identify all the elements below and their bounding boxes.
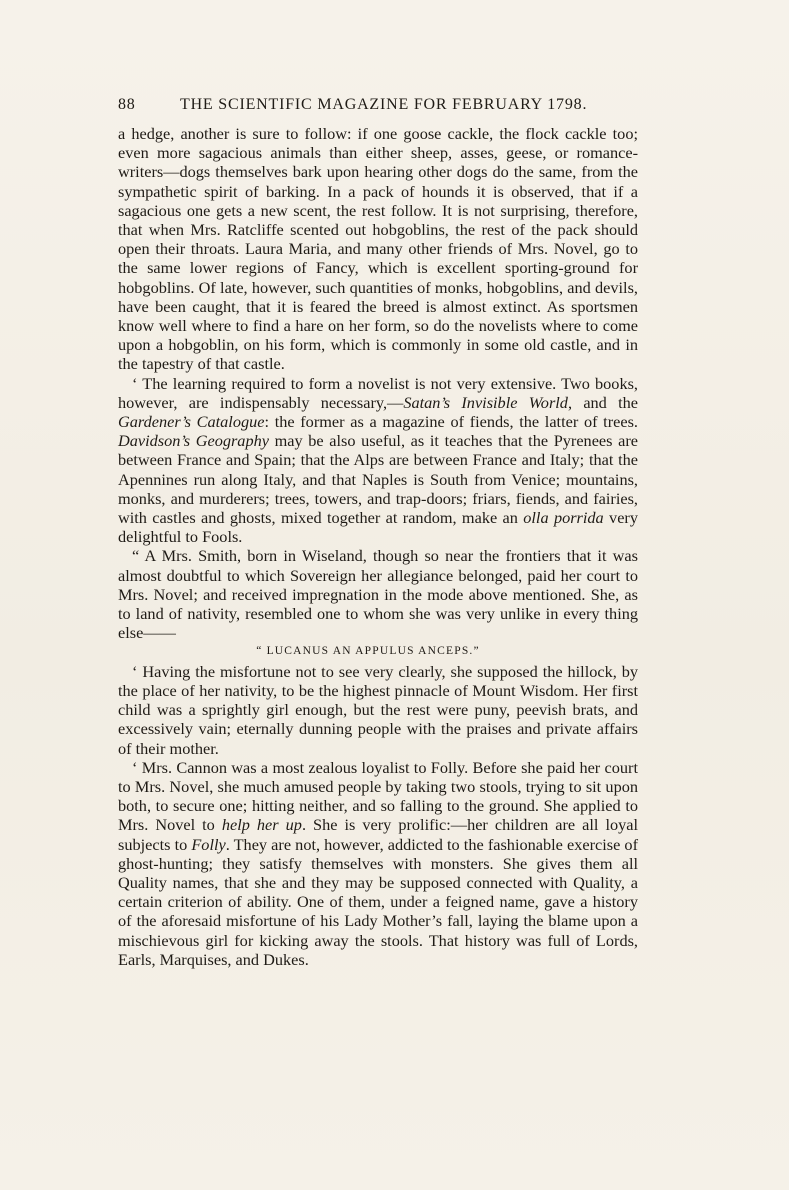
book-title: Satan’s Invisible World bbox=[403, 392, 568, 412]
book-title: Davidson’s Geography bbox=[118, 431, 269, 451]
article-body bbox=[118, 124, 638, 969]
emphasis-text: Folly bbox=[191, 834, 226, 854]
paragraph-misfortune bbox=[118, 662, 638, 758]
paragraph-text: : the former as a magazine of fiends, the latter of trees. bbox=[264, 412, 638, 432]
paragraph-text: , and the bbox=[567, 392, 639, 412]
emphasis-text: help her up bbox=[221, 815, 302, 835]
paragraph-text: ‘ Mrs. Cannon was a most zealous loyalist to Folly. Before she paid her court to Mrs. Novel, she much amused people by taking two stools, trying to sit upon both, to secure one; hitting neither, and so falling to the ground. She applied to Mrs. Novel to bbox=[118, 757, 638, 835]
paragraph-hobgoblins bbox=[118, 124, 638, 374]
quotation-text: “ LUCANUS AN APPULUS ANCEPS.” bbox=[256, 645, 480, 658]
book-title: Gardener’s Catalogue bbox=[118, 412, 265, 432]
latin-quotation bbox=[98, 642, 638, 661]
paragraph-text: a hedge, another is sure to follow: if one goose cackle, the flock cackle too; even more sagacious animals than either sheep, asses, geese, or romance-writers—dogs themselves bark upon hearing other dogs do the same, from the sympathetic spirit of barking. In a pack of hounds it is observed, that if a sagacious one gets a new scent, the rest follow. It is not surprising, therefore, that when Mrs. Ratcliffe scented out hobgoblins, the rest of the pack should open their throats. Laura Maria, and many other friends of Mrs. Novel, go to the same lower regions of Fancy, which is excellent sporting-ground for hobgoblins. Of late, however, such quantities of monks, hobgoblins, and devils, have been caught, that it is feared the breed is almost extinct. As sportsmen know well where to find a hare on her form, so do the novelists where to come upon a hobgoblin, on his form, which is commonly in some old castle, and in the tapestry of that castle. bbox=[118, 124, 638, 374]
paragraph-text: . They are not, however, addicted to the fashionable exercise of ghost-hunting; they satisfy themselves with monsters. She gives them all Quality names, that she and they may be supposed connected with Quality, a certain criterion of ability. One of them, under a feigned name, gave a history of the aforesaid misfortune of his Lady Mother’s fall, laying the blame upon a mischievous girl for kicking away the stools. That history was full of Lords, Earls, Marquises, and Dukes. bbox=[118, 834, 638, 969]
paragraph-mrs-cannon bbox=[118, 758, 638, 969]
paragraph-learning bbox=[118, 374, 638, 547]
paragraph-mrs-smith bbox=[118, 546, 638, 642]
paragraph-text: ‘ Having the misfortune not to see very clearly, she supposed the hillock, by the place of her nativity, to be the highest pinnacle of Mount Wisdom. Her first child was a sprightly girl enough, but the rest were puny, peevish brats, and excessively vain; eternally dunning people with the praises and private affairs of their mother. bbox=[118, 661, 638, 758]
running-head: THE SCIENTIFIC MAGAZINE FOR FEBRUARY 1798. bbox=[180, 96, 588, 113]
page-number: 88 bbox=[118, 96, 136, 113]
paragraph-text: “ A Mrs. Smith, born in Wiseland, though so near the frontiers that it was almost doubtful to which Sovereign her allegiance belonged, paid her court to Mrs. Novel; and received impregnation in the mode above mentioned. She, as to land of nativity, resembled one to whom she was very unlike in every thing else—— bbox=[118, 546, 638, 643]
paragraph-text: . She is very prolific:—her children are all loyal subjects to bbox=[118, 815, 639, 854]
paragraph-text: may be also useful, as it teaches that the Pyrenees are between France and Spain; that the Alps are between France and Italy; that the Apennines run along Italy, and that Naples is South from Venice; mountains, monks, and murderers; trees, towers, and trap-doors; friars, fiends, and fairies, with castles and ghosts, mixed together at random, make an bbox=[118, 431, 638, 528]
foreign-phrase: olla porrida bbox=[523, 508, 604, 528]
page-header bbox=[118, 96, 638, 118]
paragraph-text: very delightful to Fools. bbox=[118, 508, 638, 547]
paragraph-text: ‘ The learning required to form a novelist is not very extensive. Two books, however, are indispensably necessary,— bbox=[118, 373, 638, 412]
